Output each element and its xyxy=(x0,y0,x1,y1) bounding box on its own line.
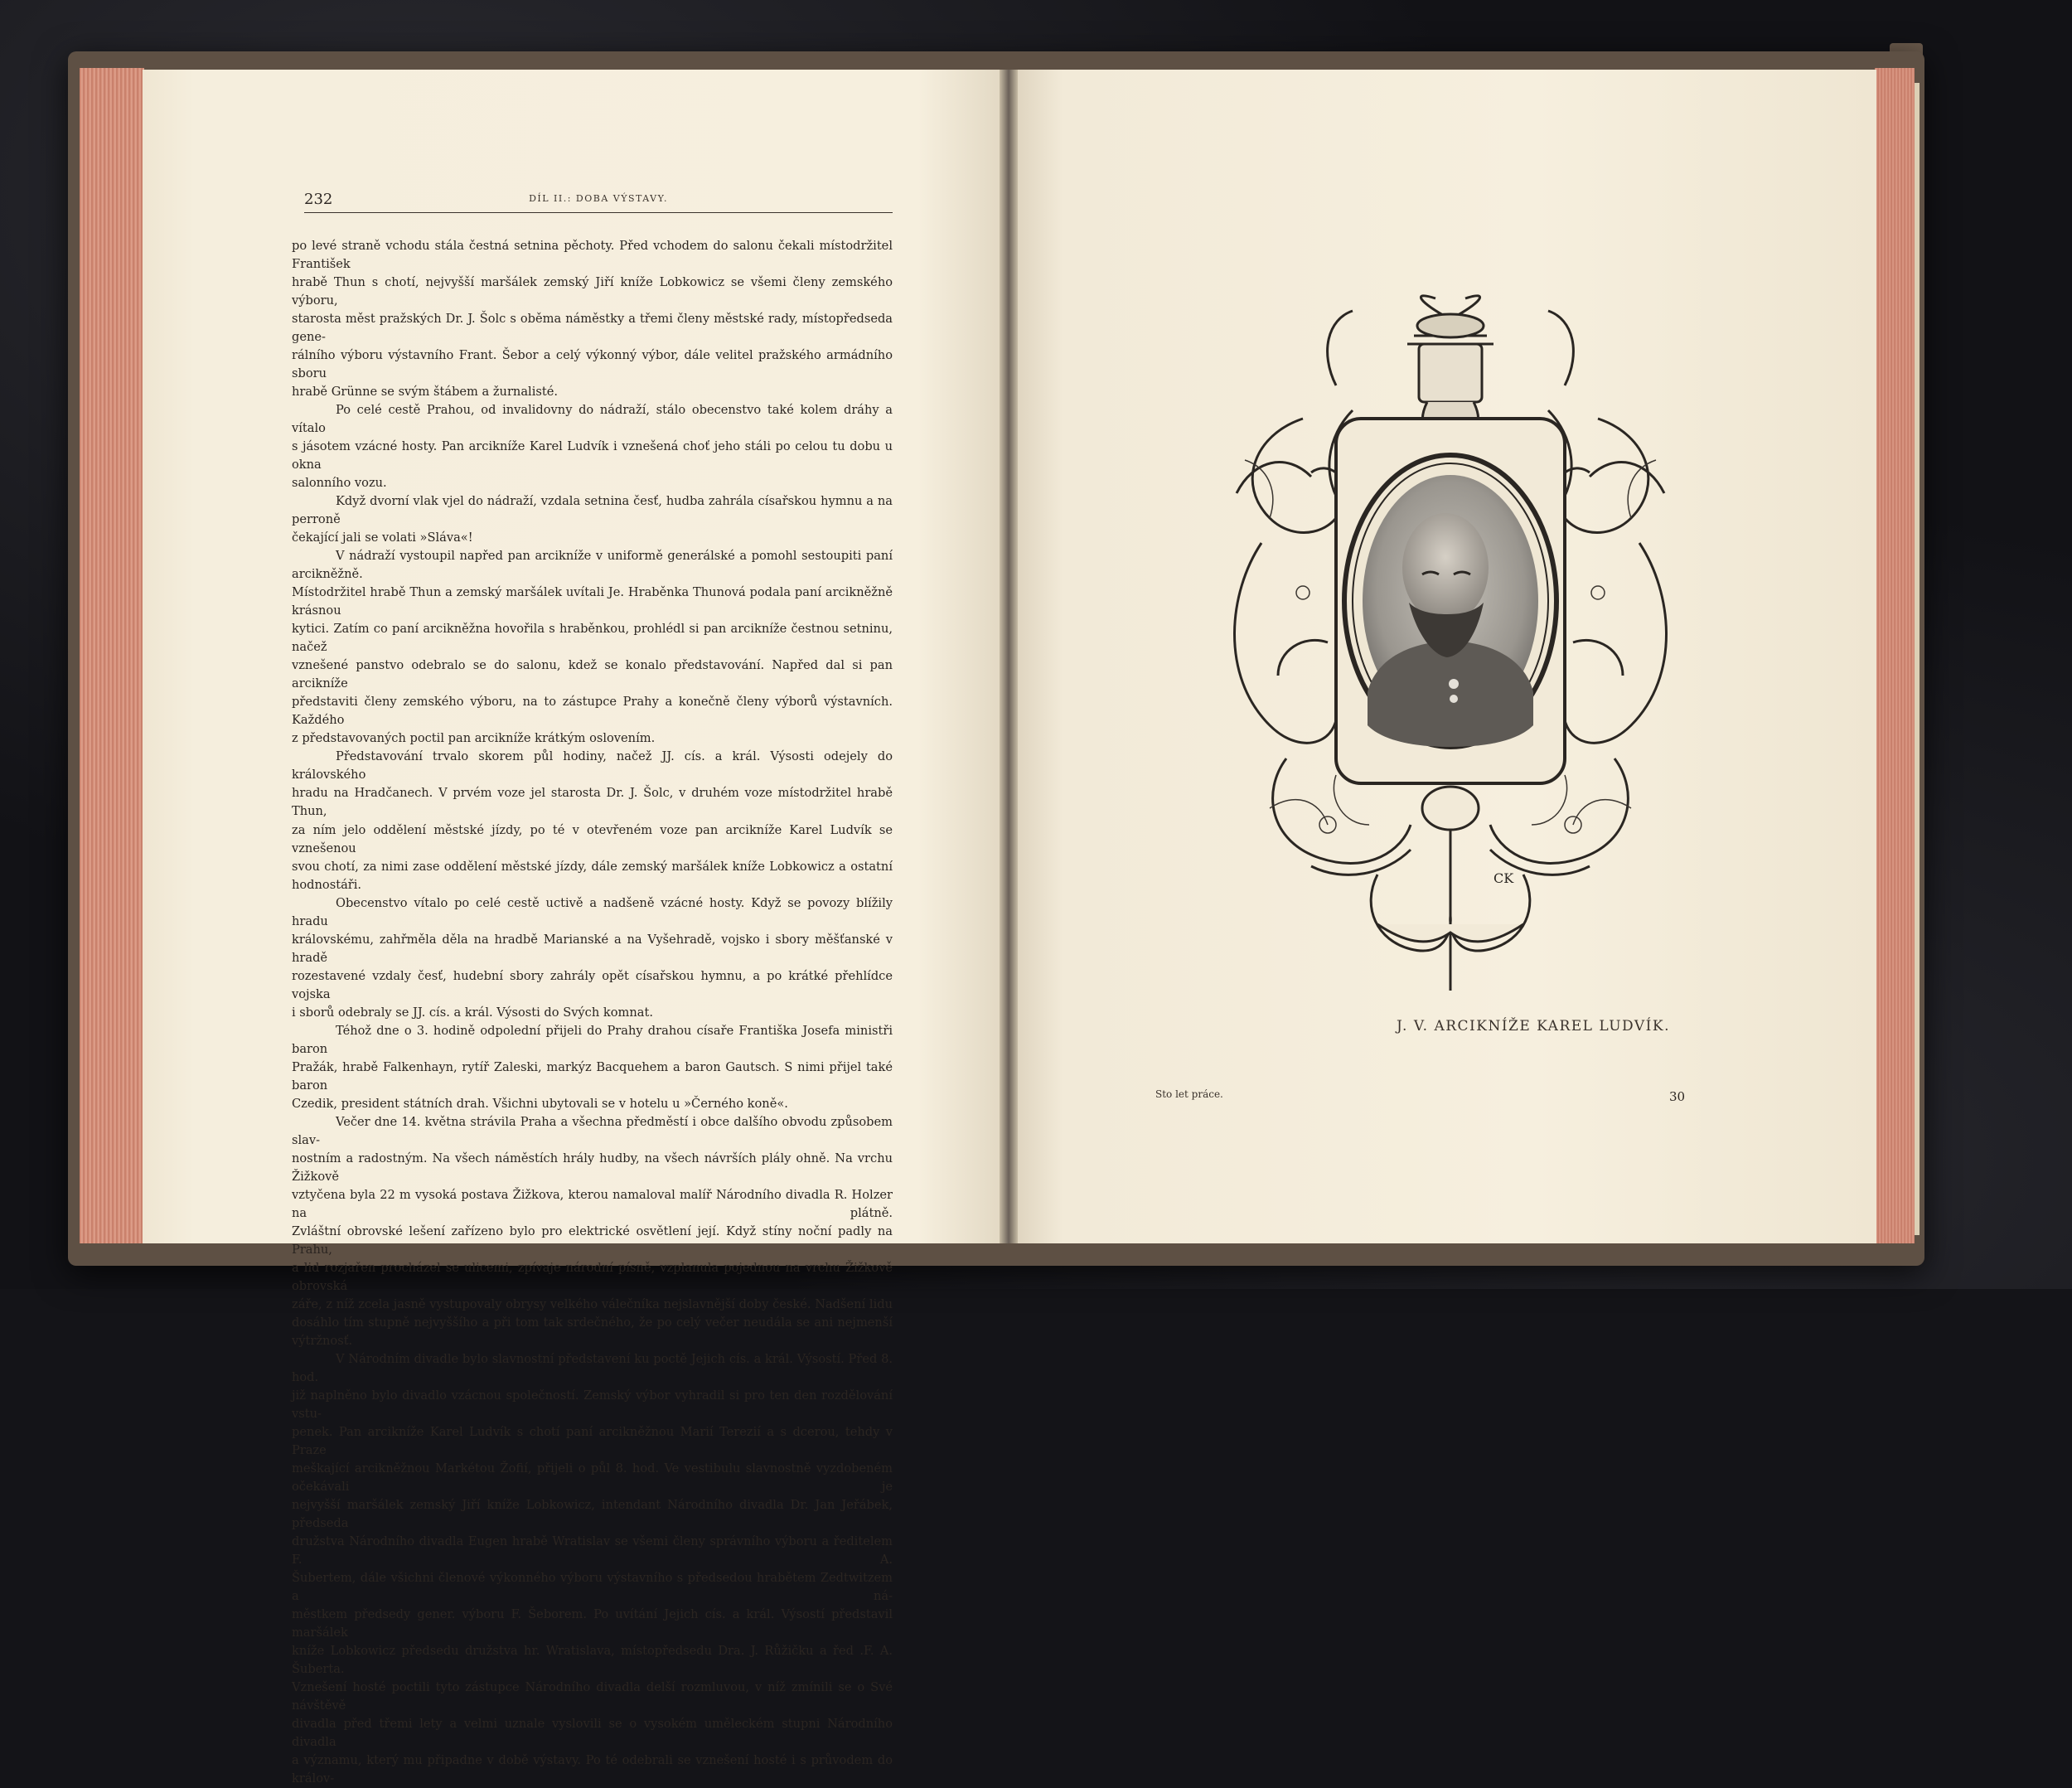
text-line: Czedik, president státních drah. Všichni ubytovali se v hotelu u »Černého koně«. xyxy=(292,1096,788,1111)
text-line: Večer dne 14. května strávila Praha a všechna předměstí i obce dalšího obvodu způsobem slav- xyxy=(292,1114,893,1147)
text-line: Když dvorní vlak vjel do nádraží, vzdala setnina česť, hudba zahrála císařskou hymnu a na perroně xyxy=(292,494,893,527)
text-line: Představování trvalo skorem půl hodiny, načež JJ. cís. a král. Výsosti odejely do královského xyxy=(292,749,893,783)
portrait-caption: J. V. ARCIKNÍŽE KAREL LUDVÍK. xyxy=(1397,1018,1670,1035)
text-line: představiti členy zemského výboru, na to zástupce Prahy a konečně členy výborů výstavních. Každého xyxy=(292,695,893,728)
text-line: vznešené panstvo odebralo se do salonu, kdež se konalo představování. Napřed dal si pan arcikníže xyxy=(292,658,893,691)
book-gutter xyxy=(1000,70,1018,1243)
text-line: Téhož dne o 3. hodině odpolední přijeli do Prahy drahou císaře Františka Josefa ministři baron xyxy=(292,1023,893,1056)
ornate-frame-illustration xyxy=(1212,294,1689,999)
text-line: starosta měst pražských Dr. J. Šolc s oběma náměstky a třemi členy městské rady, místopředseda gene- xyxy=(292,312,893,345)
artist-monogram: CK xyxy=(1493,870,1514,886)
text-line: vztyčena byla 22 m vysoká postava Žižkova, kterou namaloval malíř Národního divadla R. Holzer na plátně. xyxy=(292,1187,893,1220)
text-line: hrabě Thun s chotí, nejvyšší maršálek zemský Jiří kníže Lobkowicz se všemi členy zemského výboru, xyxy=(292,275,893,308)
left-page-header xyxy=(304,191,893,213)
signature-line: Sto let práce. xyxy=(1155,1088,1223,1100)
text-line: Místodržitel hrabě Thun a zemský maršálek uvítali Je. Hraběnka Thunová podala paní arcikněžně krásnou xyxy=(292,585,893,618)
right-page-edges xyxy=(1875,68,1915,1243)
text-line: Pražák, hrabě Falkenhayn, rytíř Zaleski, markýz Bacquehem a baron Gautsch. S nimi přijel také baron xyxy=(292,1059,893,1093)
running-head: DÍL II.: DOBA VÝSTAVY. xyxy=(529,193,668,204)
text-line: po levé straně vchodu stála čestná setnina pěchoty. Před vchodem do salonu čekali místodržitel František xyxy=(292,239,893,272)
text-line: záře, z níž zcela jasně vystupovaly obrysy velkého válečníka nejslavnější doby české. Nadšení lidu xyxy=(292,1296,893,1311)
left-page-edges xyxy=(80,68,144,1243)
text-line: meškající arcikněžnou Markétou Žofií, přijeli o půl 8. hod. Ve vestibulu slavnostně vyzdobeném očekávali je xyxy=(292,1461,893,1495)
text-line: penek. Pan arcikníže Karel Ludvík s chotí paní arcikněžnou Marií Terezií a s dcerou, tehdy v Praze xyxy=(292,1425,893,1458)
text-line: s jásotem vzácné hosty. Pan arcikníže Karel Ludvík i vznešená choť jeho stáli po celou tu dobu u okna xyxy=(292,439,893,472)
text-line: městkem předsedy gener. výboru F. Šeborem. Po uvítání Jejich cís. a král. Výsostí představil maršálek xyxy=(292,1607,893,1640)
sheet-number: 30 xyxy=(1669,1089,1686,1104)
text-line: Zvláštní obrovské lešení zařízeno bylo pro elektrické osvětlení její. Když stíny noční padly na Prahu, xyxy=(292,1223,893,1257)
page-number: 232 xyxy=(304,191,333,208)
text-line: za ním jelo oddělení městské jízdy, po té v otevřeném voze pan arcikníže Karel Ludvík se vznešenou xyxy=(292,822,893,855)
text-line: V nádraží vystoupil napřed pan arcikníže v uniformě generálské a pomohl sestoupiti paní arcikněžně. xyxy=(292,549,893,582)
text-line: čekající jali se volati »Sláva«! xyxy=(292,531,473,545)
text-line: kníže Lobkowicz předsedu družstva hr. Wratislava, místopředsedu Dra. J. Růžičku a řed .F. A. Šuberta. xyxy=(292,1644,893,1677)
text-line: z představovaných poctil pan arcikníže krátkým oslovením. xyxy=(292,731,656,746)
text-line: salonního vozu. xyxy=(292,476,387,491)
text-line: nostním a radostným. Na všech náměstích hrály hudby, na všech návrších plály ohně. Na vrchu Žižkově xyxy=(292,1151,893,1184)
text-line: hrabě Grünne se svým štábem a žurnalisté. xyxy=(292,385,558,400)
text-line: a lid rozjařen procházel se ulicemi, zpívaje národní písně, vzplanula pojednou na vrchu Žižkově obrovská xyxy=(292,1260,893,1293)
text-line: nejvyšší maršálek zemský Jiří kníže Lobkowicz, intendant Národního divadla Dr. Jan Jeřábek, předseda xyxy=(292,1498,893,1531)
text-line: V Národním divadle bylo slavnostní představení ku poctě Jejich cís. a král. Výsostí. Před 8. hod. xyxy=(292,1351,893,1384)
body-text xyxy=(292,237,893,1788)
text-line: královskému, zahřměla děla na hradbě Marianské a na Vyšehradě, vojsko i sbory měšťanské v hradě xyxy=(292,932,893,965)
text-line: a významu, který mu připadne v době výstavy. Po té odebrali se vznešení hosté i s průvodem do králov- xyxy=(292,1753,893,1786)
text-line: svou chotí, za nimi zase oddělení městské jízdy, dále zemský maršálek kníže Lobkowicz a ostatní hodnostáři. xyxy=(292,859,893,892)
text-line: hradu na Hradčanech. V prvém voze jel starosta Dr. J. Šolc, v druhém voze místodržitel hrabě Thun, xyxy=(292,786,893,819)
text-line: Vznešení hosté poctili tyto zástupce Národního divadla delší rozmluvou, v níž zmínili se o Své návštěvě xyxy=(292,1680,893,1713)
text-line: výtržnosť. xyxy=(292,1333,353,1348)
text-line: družstva Národního divadla Eugen hrabě Wratislav se všemi členy správního výboru a ředitelem F. A. xyxy=(292,1534,893,1568)
text-line: Šubertem, dále všichni členové výkonného výboru výstavního s předsedou hrabětem Zedtwitzem a ná- xyxy=(292,1571,893,1604)
text-line: i sborů odebraly se JJ. cís. a král. Výsosti do Svých komnat. xyxy=(292,1005,653,1020)
text-line: kytici. Zatím co paní arcikněžna hovořila s hraběnkou, prohlédl si pan arcikníže čestnou setninu, načež xyxy=(292,622,893,655)
text-line: dosáhlo tím stupně nejvyššího a při tom tak srdečného, že po celý večer neudála se ani nejmenší xyxy=(292,1315,893,1330)
text-line: již naplněno bylo divadlo vzácnou společností. Zemský výbor vyhradil si pro ten den rozdělování vstu- xyxy=(292,1388,893,1421)
text-line: divadla před třemi lety a velmi uznale vyslovili se o vysokém uměleckém stupni Národního divadla xyxy=(292,1717,893,1750)
text-line: rozestavené vzdaly česť, hudební sbory zahrály opět císařskou hymnu, a po krátké přehlídce vojska xyxy=(292,968,893,1001)
portrait-engraving xyxy=(1212,294,1689,999)
text-line: rálního výboru výstavního Frant. Šebor a celý výkonný výbor, dále velitel pražského armádního sboru xyxy=(292,348,893,381)
text-line: Obecenstvo vítalo po celé cestě uctivě a nadšeně vzácné hosty. Když se povozy blížily hradu xyxy=(292,895,893,928)
text-line: Po celé cestě Prahou, od invalidovny do nádraží, stálo obecenstvo také kolem dráhy a vítalo xyxy=(292,403,893,436)
